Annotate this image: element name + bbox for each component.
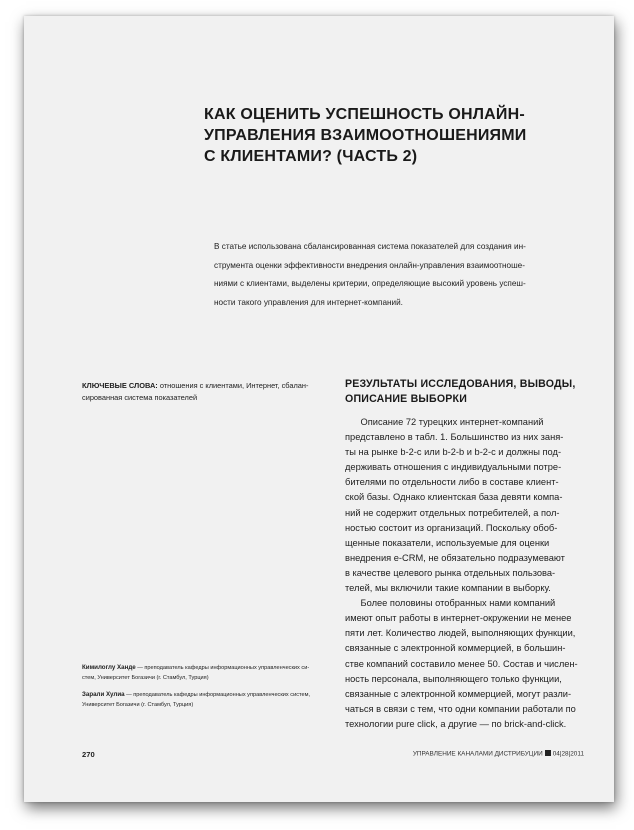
- title-line: С КЛИЕНТАМИ? (ЧАСТЬ 2): [204, 148, 418, 165]
- author-line: [82, 690, 352, 701]
- author-affiliation: стем, Университет Богазичи (г. Стамбул, Турция): [82, 674, 209, 681]
- document-page: [24, 16, 614, 802]
- body-line: чаться в связи с тем, что одни компании работали по: [345, 703, 576, 714]
- body-line: связанные с электронной коммерцией, в большин-: [345, 643, 566, 654]
- keywords-text: отношения с клиентами, Интернет, сбалан-: [157, 381, 309, 390]
- body-line: технологии pure click, а другие — по brick-and-click.: [345, 718, 567, 729]
- body-line: внедрения e-CRM, не обязательно подразумевают: [345, 552, 565, 563]
- body-line: стве компаний составило менее 50. Состав и числен-: [345, 658, 578, 669]
- body-line: ность персонала, выполняющего только функции,: [345, 673, 562, 684]
- body-line: связанные с электронной коммерцией, могут разли-: [345, 688, 572, 699]
- body-line: представлено в табл. 1. Большинство из них заня-: [345, 432, 564, 443]
- keywords-label: КЛЮЧЕВЫЕ СЛОВА:: [82, 381, 158, 390]
- section-heading: [345, 377, 605, 407]
- author-affiliation: — преподаватель кафедры информационных управленческих си-: [135, 665, 310, 671]
- abstract-line: ности такого управления для интернет-компаний.: [214, 297, 403, 307]
- body-line: пяти лет. Количество людей, выполняющих функции,: [345, 628, 576, 639]
- square-icon: [545, 750, 551, 756]
- body-line: в качестве целевого рынка отдельных пользова-: [345, 567, 556, 578]
- author-name: Кимилоглу Ханде: [82, 664, 136, 671]
- author-name: Зарали Хулиа: [82, 691, 125, 698]
- body-text: [345, 415, 597, 732]
- section-heading-line: ОПИСАНИЕ ВЫБОРКИ: [345, 393, 468, 405]
- article-title: [204, 104, 564, 167]
- body-line: телей, мы включили такие компании в выборку.: [345, 583, 551, 594]
- body-line: бителями по отдельности либо в составе клиент-: [345, 477, 559, 488]
- page-number: 270: [82, 750, 95, 759]
- author-affiliation: — преподаватель кафедры информационных управленческих систем,: [124, 692, 311, 698]
- keywords-text: сированная система показателей: [82, 392, 198, 402]
- body-line: Описание 72 турецких интернет-компаний: [345, 417, 544, 427]
- body-line: ностью состоит из организаций. Поскольку обоб-: [345, 522, 558, 533]
- abstract-line: ниями с клиентами, выделены критерии, определяющие высокий уровень успеш-: [214, 279, 526, 288]
- keywords-line: [82, 380, 352, 392]
- section-heading-line: РЕЗУЛЬТАТЫ ИССЛЕДОВАНИЯ, ВЫВОДЫ,: [345, 378, 576, 390]
- title-line: КАК ОЦЕНИТЬ УСПЕШНОСТЬ ОНЛАЙН-: [204, 106, 525, 123]
- author-note: [82, 663, 352, 683]
- abstract-line: струмента оценки эффективности внедрения онлайн-управления взаимоотноше-: [214, 260, 525, 270]
- body-line: имеют опыт работы в интернет-окружении не менее: [345, 613, 572, 624]
- journal-name: УПРАВЛЕНИЕ КАНАЛАМИ ДИСТРИБУЦИИ: [412, 750, 543, 758]
- author-note: [82, 690, 352, 710]
- keywords-block: [82, 380, 352, 403]
- article-abstract: [214, 238, 584, 312]
- body-line: ты на рынке b-2-c или b-2-b и b-2-c и должны под-: [345, 447, 562, 458]
- title-line: УПРАВЛЕНИЯ ВЗАИМООТНОШЕНИЯМИ: [204, 127, 527, 144]
- abstract-line: В статье использована сбалансированная система показателей для создания ин-: [214, 242, 526, 251]
- running-footer: [413, 750, 584, 758]
- body-line: Более половины отобранных нами компаний: [345, 598, 556, 609]
- author-line: [82, 663, 352, 674]
- body-line: щенные показатели, используемые для оценки: [345, 537, 550, 548]
- issue-number: 04|28|2011: [552, 750, 584, 758]
- body-line: ний не содержит отдельных потребителей, а пол-: [345, 507, 560, 518]
- author-affiliation: Университет Богазичи (г. Стамбул, Турция): [82, 701, 194, 708]
- body-line: ской базы. Однако клиентская база девяти компа-: [345, 492, 563, 503]
- body-line: держивать отношения с индивидуальными потре-: [345, 462, 562, 473]
